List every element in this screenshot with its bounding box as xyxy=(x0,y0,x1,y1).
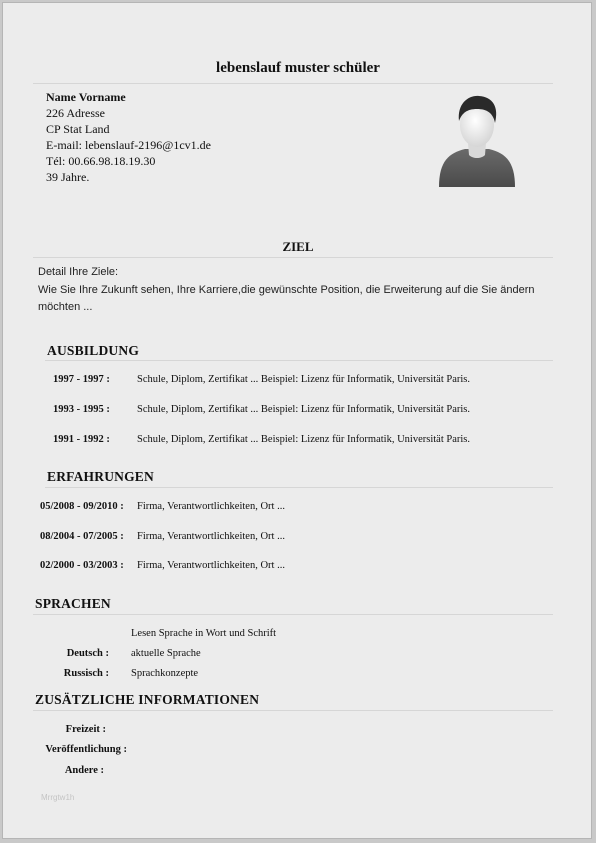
erfahrungen-text: Firma, Verantwortlichkeiten, Ort ... xyxy=(137,531,285,542)
zusatz-label-veroeffentlichung: Veröffentlichung : xyxy=(45,744,127,755)
zusatz-label-andere: Andere : xyxy=(64,765,104,776)
document-title: lebenslauf muster schüler xyxy=(216,60,380,76)
ausbildung-period: 1997 - 1997 : xyxy=(53,374,110,385)
erfahrungen-period: 02/2000 - 03/2003 : xyxy=(40,560,124,571)
contact-name: Name Vorname xyxy=(46,90,126,104)
ziel-line-3: möchten ... xyxy=(38,301,93,313)
sprachen-language: Deutsch : xyxy=(66,648,109,659)
title-rule xyxy=(33,83,553,84)
ausbildung-heading: AUSBILDUNG xyxy=(47,343,140,358)
erfahrungen-heading: ERFAHRUNGEN xyxy=(47,469,154,484)
person-silhouette-icon xyxy=(435,91,519,189)
contact-city: CP Stat Land xyxy=(46,122,110,136)
sprachen-rule xyxy=(33,614,553,615)
ziel-heading: ZIEL xyxy=(282,239,314,254)
contact-block xyxy=(46,89,211,185)
sprachen-heading: SPRACHEN xyxy=(35,596,111,611)
ziel-line-2: Wie Sie Ihre Zukunft sehen, Ihre Karriere,die gewünschte Position, die Erweiterung auf die Sie ändern xyxy=(38,284,535,296)
ausbildung-text: Schule, Diplom, Zertifikat ... Beispiel: Lizenz für Informatik, Universität Paris. xyxy=(137,404,471,415)
ziel-rule xyxy=(33,257,553,258)
footer-watermark: Mrrgtw1h xyxy=(41,793,75,802)
erfahrungen-text: Firma, Verantwortlichkeiten, Ort ... xyxy=(137,560,285,571)
erfahrungen-text: Firma, Verantwortlichkeiten, Ort ... xyxy=(137,501,285,512)
ausbildung-text: Schule, Diplom, Zertifikat ... Beispiel: Lizenz für Informatik, Universität Paris. xyxy=(137,374,471,385)
contact-address: 226 Adresse xyxy=(46,106,105,120)
erfahrungen-period: 05/2008 - 09/2010 : xyxy=(40,501,124,512)
ausbildung-period: 1991 - 1992 : xyxy=(53,434,110,445)
erfahrungen-period: 08/2004 - 07/2005 : xyxy=(40,531,124,542)
contact-email: E-mail: lebenslauf-2196@1cv1.de xyxy=(46,138,211,152)
ausbildung-text: Schule, Diplom, Zertifikat ... Beispiel: Lizenz für Informatik, Universität Paris. xyxy=(137,434,471,445)
ausbildung-period: 1993 - 1995 : xyxy=(53,404,110,415)
sprachen-level: Lesen Sprache in Wort und Schrift xyxy=(131,628,277,639)
ausbildung-rule xyxy=(45,360,553,361)
zusatz-rule xyxy=(33,710,553,711)
zusatz-label-freizeit: Freizeit : xyxy=(65,724,106,735)
sprachen-level: aktuelle Sprache xyxy=(131,648,201,659)
contact-age: 39 Jahre. xyxy=(46,170,90,184)
sprachen-level: Sprachkonzepte xyxy=(131,668,199,679)
sprachen-language: Russisch : xyxy=(63,668,109,679)
contact-phone: Tél: 00.66.98.18.19.30 xyxy=(46,154,156,168)
zusatz-heading: ZUSÄTZLICHE INFORMATIONEN xyxy=(35,692,260,707)
ziel-line-1: Detail Ihre Ziele: xyxy=(38,266,119,278)
cv-page xyxy=(2,2,592,839)
erfahrungen-rule xyxy=(45,487,553,488)
